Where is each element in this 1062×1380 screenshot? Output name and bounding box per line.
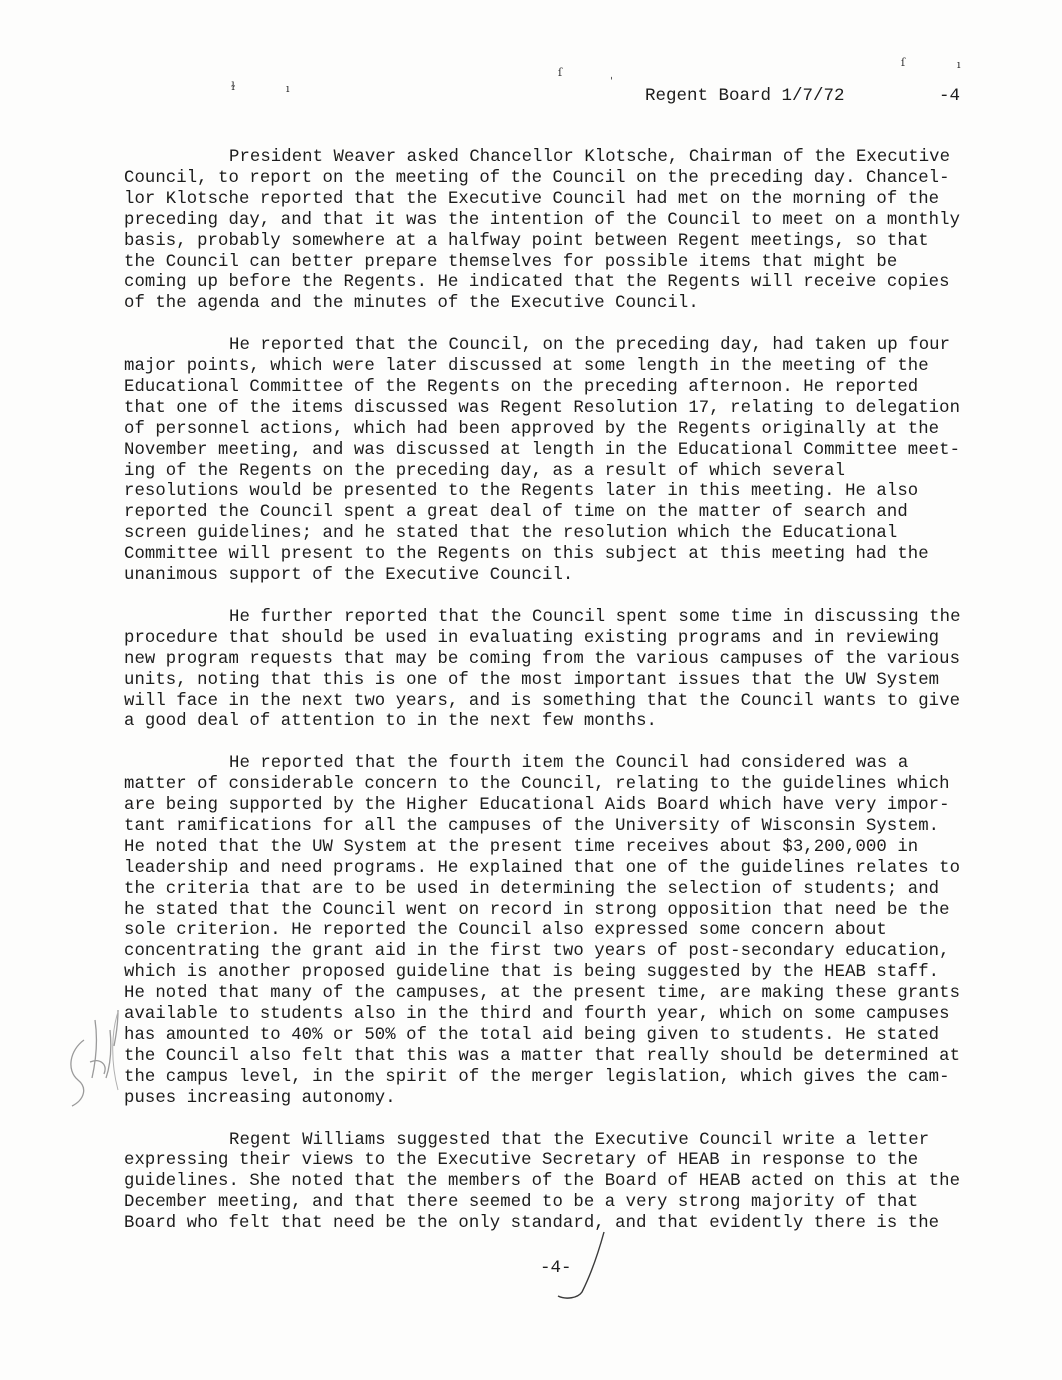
paragraph: Regent Williams suggested that the Executive Council write a letter expressing their views to the Executive Secretary of HEAB in response to the guidelines. She noted that the members of the Board of HEAB acted on this at the December meeting, and that there seemed to be a very strong majority of that Board who felt that need be the only standard, and that evidently there is the <box>124 1130 961 1234</box>
footer-slash-mark <box>558 1232 604 1298</box>
scan-mark: ı <box>957 58 961 71</box>
paragraph: He reported that the Council, on the preceding day, had taken up four major points, which were later discussed at some length in the meeting of the Educational Committee of the Regents on the preceding afternoon. He reported that one of the items discussed was Regent Resolution 17, relating to delegation of personnel actions, which had been approved by the Regents originally at the November meeting, and was discussed at length in the Educational Committee meet-ing of the Regents on the preceding day, as a result of which several resolutions would be presented to the Regents later in this meeting. He also reported the Council spent a great deal of time on the matter of search and screen guidelines; and he stated that the resolution which the Educational Committee will present to the Regents on this subject at this meeting had the unanimous support of the Executive Council. <box>124 336 961 586</box>
paragraph: He further reported that the Council spent some time in discussing the procedure that should be used in evaluating existing programs and in reviewing new program requests that may be coming from the various campuses of the various units, noting that this is one of the most important issues that the UW System will face in the next two years, and is something that the Council wants to give a good deal of attention to in the next few months. <box>124 607 961 732</box>
scan-mark: ſ <box>558 66 563 79</box>
header-title: Regent Board 1/7/72 <box>645 86 845 106</box>
scan-mark: ı <box>286 82 290 95</box>
scan-mark: ˌ <box>610 68 614 81</box>
scan-mark: ɫ <box>231 80 236 93</box>
paragraph: He reported that the fourth item the Council had considered was a matter of considerable concern to the Council, relating to the guidelines which are being supported by the Higher Educational Aids Board which have very impor-tant ramifications for all the campuses of the University of Wisconsin System. He noted that the UW System at the present time receives about $3,200,000 in leadership and need programs. He explained that one of the guidelines relates to the criteria that are to be used in determining the selection of students; and he stated that the Council went on record in strong opposition that need be the sole criterion. He reported the Council also expressed some concern about concentrating the grant aid in the first two years of post-secondary education, which is another proposed guideline that is being suggested by the HEAB staff. He noted that many of the campuses, at the present time, are making these grants available to students also in the third and fourth year, which on some campuses has amounted to 40% or 50% of the total aid being given to students. He stated the Council also felt that this was a matter that really should be determined at the campus level, in the spirit of the merger legislation, which gives the cam-puses increasing autonomy. <box>124 754 961 1108</box>
scan-mark: ſ <box>901 56 906 69</box>
paragraph: President Weaver asked Chancellor Klotsche, Chairman of the Executive Council, to report on the meeting of the Council on the preceding day. Chancel-lor Klotsche reported that the Executive Council had met on the morning of the preceding day, and that it was the intention of the Council to meet on a monthly basis, probably somewhere at a halfway point between Regent meetings, so that the Council can better prepare themselves for possible items that might be coming up before the Regents. He indicated that the Regents will receive copies of the agenda and the minutes of the Executive Council. <box>124 148 961 314</box>
footer-page-number: -4- <box>540 1258 572 1278</box>
header-page-number: -4 <box>939 86 961 106</box>
margin-handwriting <box>71 1010 118 1106</box>
